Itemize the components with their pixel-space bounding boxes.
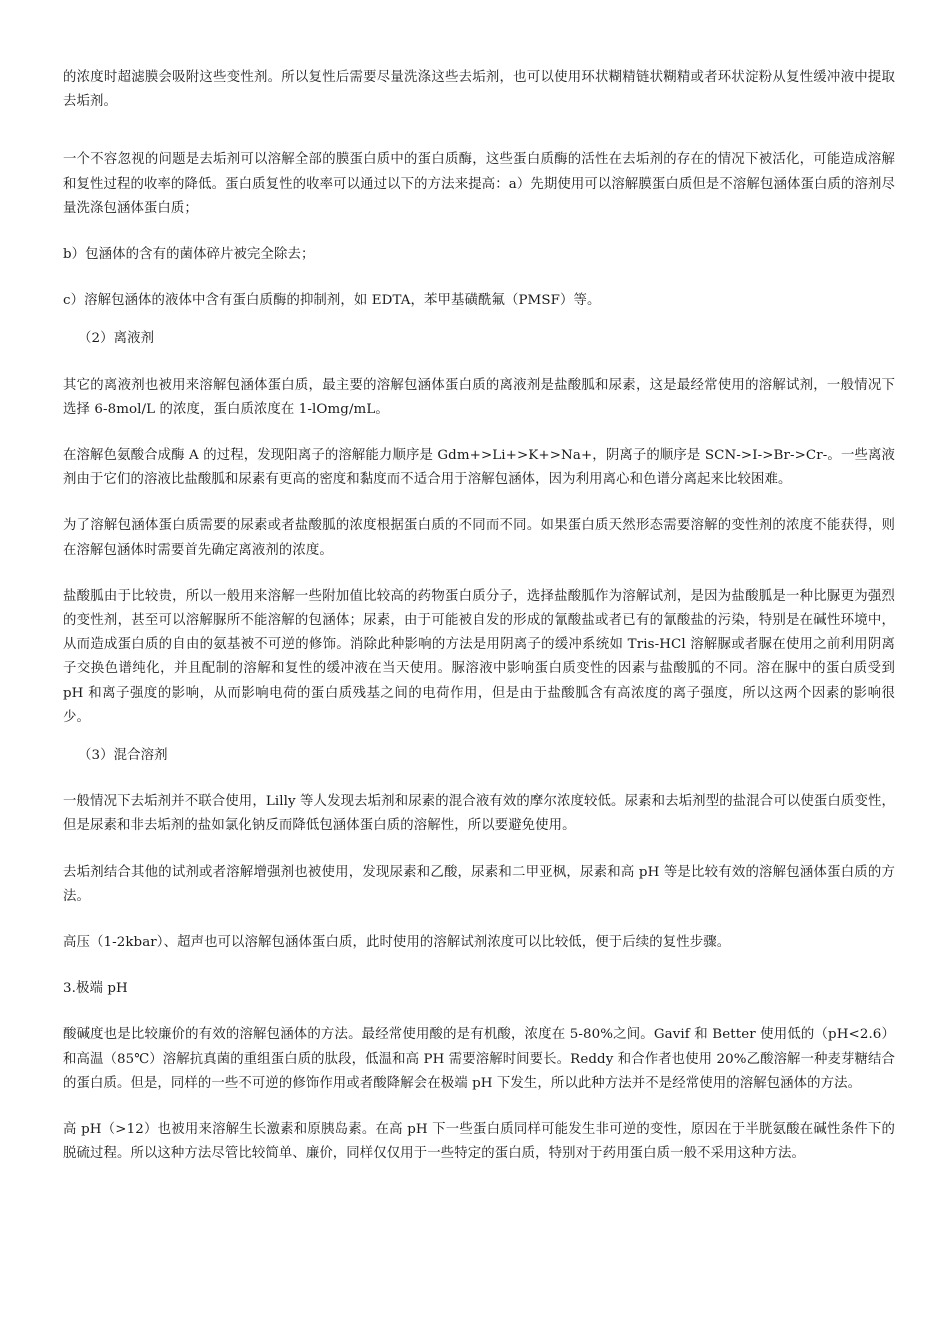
section-heading-chaotropes: （2）离液剂: [78, 331, 155, 347]
paragraph-guanidine-urea: 盐酸胍由于比较贵，所以一般用来溶解一些附加值比较高的药物蛋白质分子，选择盐酸胍作为溶解试剂，是因为盐酸胍是一种比脲更为强烈的变性剂，甚至可以溶解脲所不能溶解的包涵体；尿素，由于可能被自发的形成的氰酸盐或者已有的氰酸盐的污染，特别是在碱性环境中，从而造成蛋白质的自由的氨基被不可逆的修饰。消除此种影响的方法是用阴离子的缓冲系统如 Tris-HCl 溶解脲或者脲在使用之前利用阴离子交换色谱纯化，并且配制的溶解和复性的缓冲液在当天使用。脲溶液中影响蛋白质变性的因素与盐酸胍的不同。溶在脲中的蛋白质受到 pH 和离子强度的影响，从而影响电荷的蛋白质残基之间的电荷作用，但是由于盐酸胍含有高浓度的离子强度，所以这两个因素的影响很少。: [63, 588, 895, 725]
section-heading-mixed-solvents: （3）混合溶剂: [78, 748, 168, 764]
paragraph-high-ph: 高 pH（>12）也被用来溶解生长激素和原胰岛素。在高 pH 下一些蛋白质同样可能发生非可逆的变性，原因在于半胱氨酸在碱性条件下的脱硫过程。所以这种方法尽管比较简单、廉价，同样仅仅用于一些特定的蛋白质，特别对于药用蛋白质一般不采用这种方法。: [63, 1122, 895, 1162]
paragraph-acid: 酸碱度也是比较廉价的有效的溶解包涵体的方法。最经常使用酸的是有机酸，浓度在 5-80%之间。Gavif 和 Better 使用低的（pH<2.6）和高温（85℃）溶解抗真菌的重组蛋白质的肽段，低温和高 PH 需要溶解时间要长。Reddy 和合作者也使用 20%乙酸溶解一种麦芽糖结合的蛋白质。但是，同样的一些不可逆的修饰作用或者酸降解会在极端 pH 下发生，所以此种方法并不是经常使用的溶解包涵体的方法。: [63, 1027, 895, 1091]
paragraph-ultrafiltration: 的浓度时超滤膜会吸附这些变性剂。所以复性后需要尽量洗涤这些去垢剂，也可以使用环状糊精链状糊精或者环状淀粉从复性缓冲液中提取去垢剂。: [63, 70, 895, 110]
paragraph-list-b: b）包涵体的含有的菌体碎片被完全除去；: [63, 247, 315, 263]
paragraph-protease-issue: 一个不容忽视的问题是去垢剂可以溶解全部的膜蛋白质中的蛋白质酶，这些蛋白质酶的活性在去垢剂的存在的情况下被活化，可能造成溶解和复性过程的收率的降低。蛋白质复性的收率可以通过以下的方法来提高：a）先期使用可以溶解膜蛋白质但是不溶解包涵体蛋白质的溶剂尽量洗涤包涵体蛋白质；: [63, 152, 895, 216]
paragraph-mixed-detergent: 一般情况下去垢剂并不联合使用，Lilly 等人发现去垢剂和尿素的混合液有效的摩尔浓度较低。尿素和去垢剂型的盐混合可以使蛋白质变性，但是尿素和非去垢剂的盐如氯化钠反而降低包涵体蛋白质的溶解性，所以要避免使用。: [63, 794, 895, 834]
paragraph-list-c: c）溶解包涵体的液体中含有蛋白质酶的抑制剂，如 EDTA，苯甲基磺酰氟（PMSF）等。: [63, 293, 601, 309]
paragraph-chaotropes-intro: 其它的离液剂也被用来溶解包涵体蛋白质，最主要的溶解包涵体蛋白质的离液剂是盐酸胍和尿素，这是最经常使用的溶解试剂，一般情况下选择 6-8mol/L 的浓度，蛋白质浓度在 1-lOmg/mL。: [63, 377, 895, 417]
document-page: [63, 66, 895, 1167]
paragraph-ion-order: 在溶解色氨酸合成酶 A 的过程，发现阳离子的溶解能力顺序是 Gdm+>Li+>K+>Na+，阴离子的顺序是 SCN->I->Br->Cr-。一些离液剂由于它们的溶液比盐酸胍和尿素有更高的密度和黏度而不适合用于溶解包涵体，因为利用离心和色谱分离起来比较困难。: [63, 448, 895, 488]
paragraph-enhancers: 去垢剂结合其他的试剂或者溶解增强剂也被使用，发现尿素和乙酸，尿素和二甲亚枫，尿素和高 pH 等是比较有效的溶解包涵体蛋白质的方法。: [63, 864, 895, 904]
paragraph-high-pressure: 高压（1-2kbar）、超声也可以溶解包涵体蛋白质，此时使用的溶解试剂浓度可以比较低，便于后续的复性步骤。: [63, 935, 731, 951]
section-heading-extreme-ph: 3.极端 pH: [63, 981, 128, 997]
paragraph-concentration: 为了溶解包涵体蛋白质需要的尿素或者盐酸胍的浓度根据蛋白质的不同而不同。如果蛋白质天然形态需要溶解的变性剂的浓度不能获得，则在溶解包涵体时需要首先确定离液剂的浓度。: [63, 518, 895, 558]
